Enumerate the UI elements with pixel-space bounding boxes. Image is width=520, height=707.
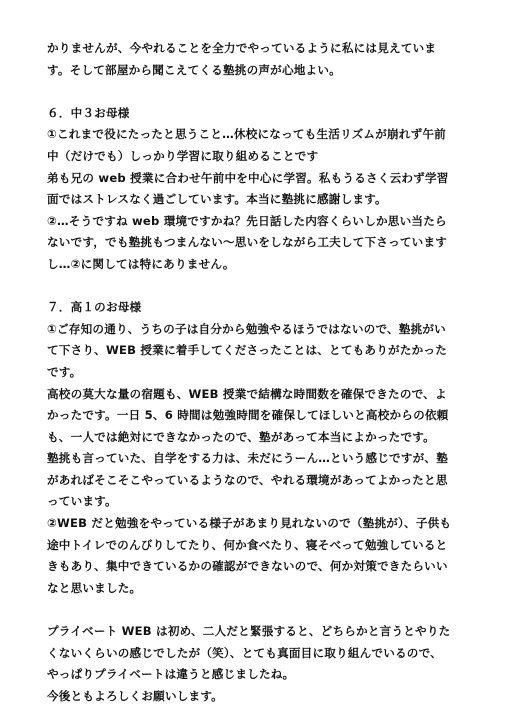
section-6-line: 面ではストレスなく過ごしています。本当に塾挑に感謝します。 (47, 192, 387, 207)
section-6-line: 中（だけでも）しっかり学習に取り組めることです (47, 148, 319, 163)
section-7-line: かったです。一日 5、6 時間は勉強時間を確保してほしいと高校からの依頼 (47, 408, 449, 423)
section-7-line: 塾挑も言っていた、自学をする力は、未だにうーん…という感じですが、塾 (47, 451, 448, 466)
paragraph-gap (47, 81, 487, 103)
section-7-line: も、一人では絶対にできなかったので、塾があって本当によかったです。 (47, 429, 435, 444)
section-7-line: ②WEB だと勉強をやっている様子があまり見れないので（塾挑が）、子供も (47, 516, 452, 531)
section-7-line: て下さり、WEB 授業に着手してくださったことは、とてもありがたかった (47, 343, 447, 358)
section-6-line: ないです，でも塾挑もつまんない～思いをしながら工夫して下さっています (47, 235, 448, 250)
closing-line: 今後ともよろしくお願いします。 (47, 688, 223, 703)
paragraph-gap (47, 599, 487, 621)
section-6-line: し…②に関しては特にありません。 (47, 256, 235, 271)
section-7-heading: ７．高１のお母様 (47, 300, 142, 315)
closing-line: やっぱりプライベートは違うと感じましたね。 (47, 667, 295, 682)
closing-line: プライベート WEB は初め、二人だと緊張すると、どちらかと言うとやりた (47, 624, 451, 639)
section-7-line: があればそこそこやっているようなので、やれる環境があってよかったと思 (47, 472, 448, 487)
closing-line: くないくらいの感じでしたが（笑）、とても真面目に取り組んでいるので、 (47, 645, 442, 660)
section-7-line: です。 (47, 364, 82, 379)
section-6-line: 弟も兄の web 授業に合わせ午前中を中心に学習。私もうるさく云わず学習 (47, 170, 449, 185)
document-page (47, 38, 487, 707)
paragraph-gap (47, 276, 487, 298)
section-7-line: なと思いました。 (47, 580, 142, 595)
section-7-line: 高校の莫大な量の宿題も、WEB 授業で結構な時間数を確保できたので、よ (47, 386, 447, 401)
section-6-line: ②…そうですね web 環境ですかね？先日話した内容くらいしか思い当たら (47, 213, 447, 228)
section-7-line: きもあり、集中できているかの確認ができないので、何か対策できたらいい (47, 559, 448, 574)
section-7-line: っています。 (47, 494, 117, 509)
section-6-heading: ６．中３お母様 (47, 105, 130, 120)
intro-line: す。そして部屋から聞こえてくる塾挑の声が心地よい。 (47, 62, 341, 77)
section-7-line: 途中トイレでのんびりしてたり、何か食べたり、寝そべって勉強していると (47, 537, 448, 552)
intro-line: かりませんが、今やれることを全力でやっているように私には見えていま (47, 41, 437, 55)
section-6-line: ①これまで役にたったと思うこと…休校になっても生活リズムが崩れず午前 (47, 127, 446, 142)
section-7-line: ①ご存知の通り、うちの子は自分から勉強やるほうではないので、塾挑がい (47, 321, 446, 336)
